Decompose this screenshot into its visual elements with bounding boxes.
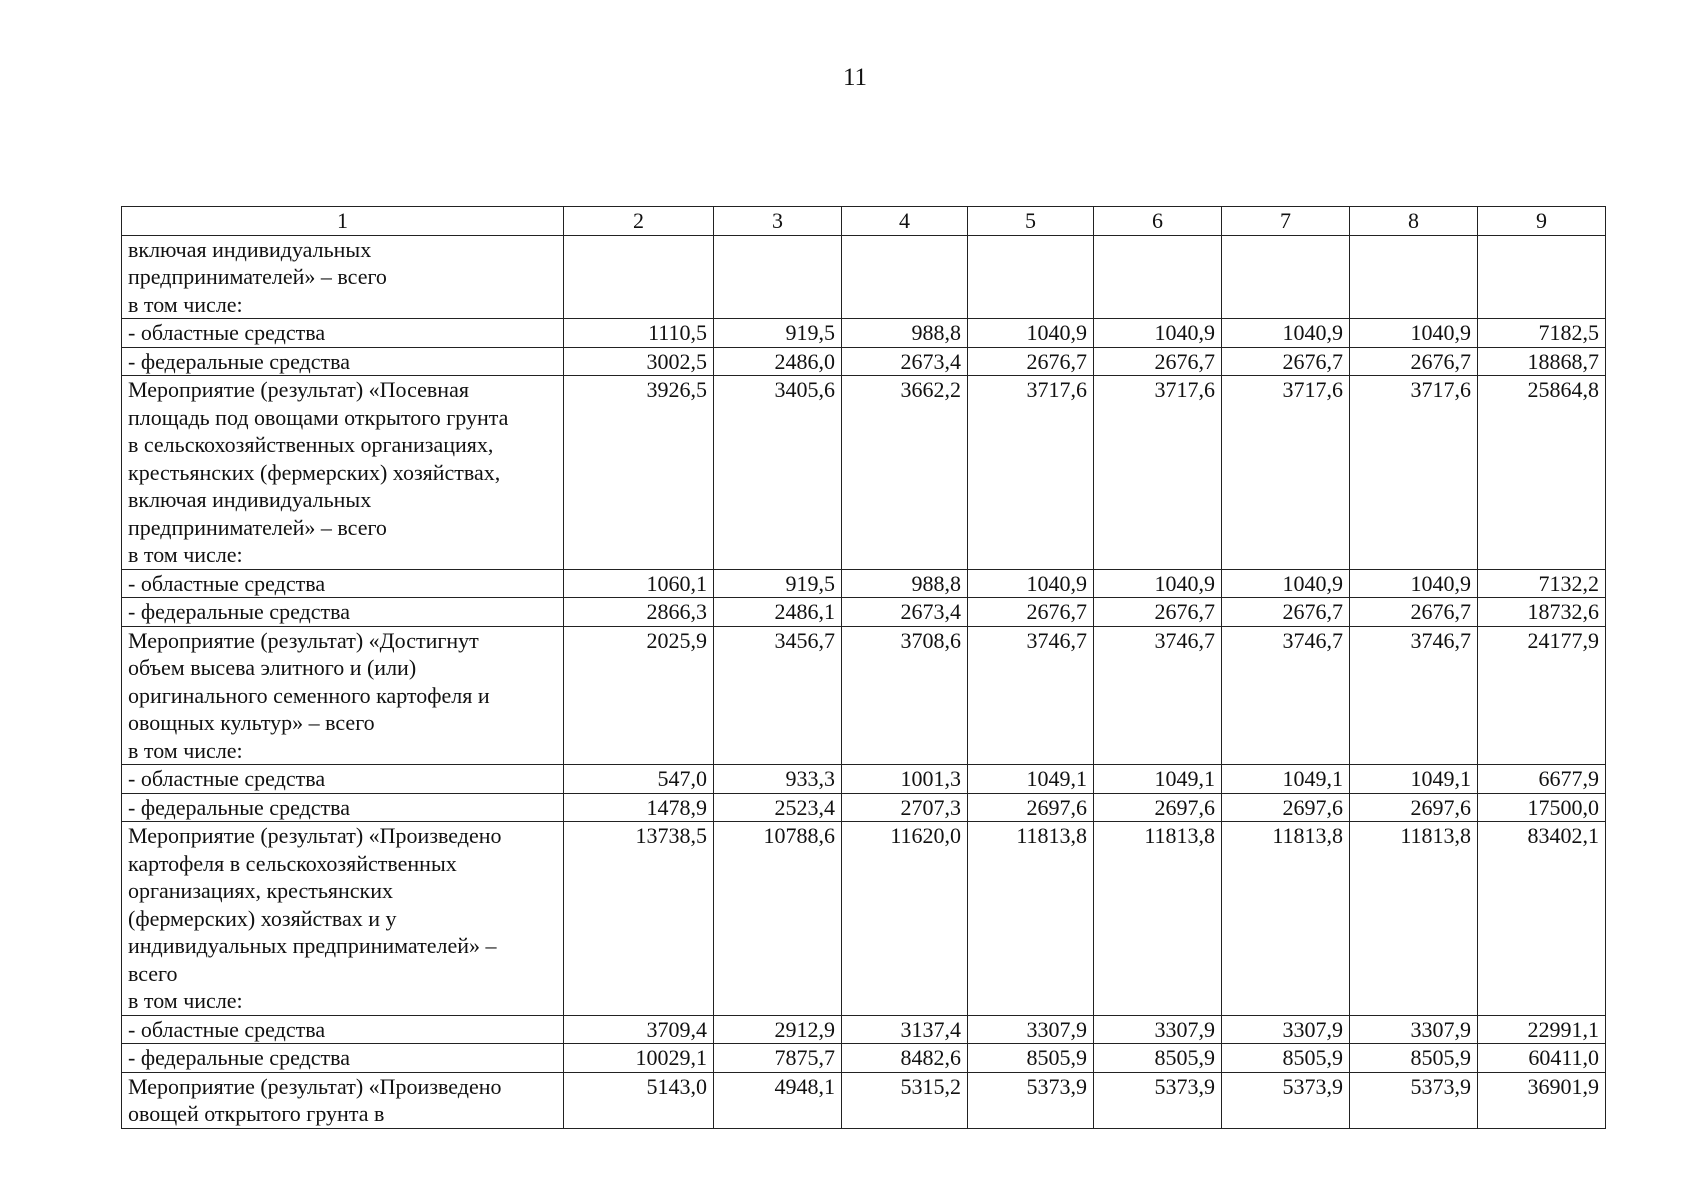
value-cell	[1478, 235, 1606, 319]
value-cell: 1040,9	[1222, 569, 1350, 598]
value-cell	[1222, 235, 1350, 319]
value-cell: 3137,4	[842, 1015, 968, 1044]
value-cell: 18732,6	[1478, 598, 1606, 627]
value-cell: 5143,0	[564, 1072, 714, 1128]
value-cell	[564, 235, 714, 319]
table-row	[122, 598, 1606, 627]
value-cell: 8505,9	[1222, 1044, 1350, 1073]
value-cell: 22991,1	[1478, 1015, 1606, 1044]
row-label: - федеральные средства	[122, 598, 564, 627]
value-cell: 1040,9	[968, 319, 1094, 348]
row-label: - областные средства	[122, 1015, 564, 1044]
table-row	[122, 626, 1606, 765]
value-cell: 1060,1	[564, 569, 714, 598]
value-cell: 3002,5	[564, 347, 714, 376]
value-cell: 3405,6	[714, 376, 842, 570]
column-header: 2	[564, 207, 714, 236]
table-row	[122, 793, 1606, 822]
value-cell: 83402,1	[1478, 822, 1606, 1016]
column-header: 8	[1350, 207, 1478, 236]
value-cell: 7132,2	[1478, 569, 1606, 598]
value-cell: 5315,2	[842, 1072, 968, 1128]
value-cell: 11813,8	[968, 822, 1094, 1016]
table-row	[122, 1044, 1606, 1073]
value-cell: 2697,6	[1094, 793, 1222, 822]
value-cell: 2697,6	[1350, 793, 1478, 822]
value-cell: 24177,9	[1478, 626, 1606, 765]
value-cell: 988,8	[842, 569, 968, 598]
value-cell: 3307,9	[1350, 1015, 1478, 1044]
value-cell: 919,5	[714, 319, 842, 348]
value-cell: 18868,7	[1478, 347, 1606, 376]
value-cell: 2697,6	[968, 793, 1094, 822]
value-cell: 2486,0	[714, 347, 842, 376]
table-row	[122, 347, 1606, 376]
value-cell: 2025,9	[564, 626, 714, 765]
value-cell: 5373,9	[968, 1072, 1094, 1128]
value-cell: 13738,5	[564, 822, 714, 1016]
value-cell: 3662,2	[842, 376, 968, 570]
column-header: 4	[842, 207, 968, 236]
table-header-row	[122, 207, 1606, 236]
value-cell: 1049,1	[968, 765, 1094, 794]
value-cell: 3307,9	[1222, 1015, 1350, 1044]
row-label: Мероприятие (результат) «Достигнут объем высева элитного и (или) оригинального семенного картофеля и овощных культур» – всего в том числе:	[122, 626, 564, 765]
value-cell	[1094, 235, 1222, 319]
column-header: 7	[1222, 207, 1350, 236]
value-cell	[968, 235, 1094, 319]
table-row	[122, 235, 1606, 319]
value-cell: 988,8	[842, 319, 968, 348]
value-cell: 3717,6	[1350, 376, 1478, 570]
value-cell: 8505,9	[1094, 1044, 1222, 1073]
value-cell: 2676,7	[1094, 598, 1222, 627]
column-header: 9	[1478, 207, 1606, 236]
table-row	[122, 319, 1606, 348]
row-label: Мероприятие (результат) «Произведено картофеля в сельскохозяйственных организациях, крестьянских (фермерских) хозяйствах и у индивидуальных предпринимателей» – всего в том числе:	[122, 822, 564, 1016]
value-cell: 10029,1	[564, 1044, 714, 1073]
row-label: - федеральные средства	[122, 1044, 564, 1073]
value-cell: 2676,7	[1350, 347, 1478, 376]
budget-table	[121, 206, 1606, 1129]
value-cell: 3746,7	[968, 626, 1094, 765]
value-cell: 3926,5	[564, 376, 714, 570]
value-cell: 3717,6	[968, 376, 1094, 570]
value-cell: 36901,9	[1478, 1072, 1606, 1128]
table-row	[122, 1072, 1606, 1128]
value-cell: 2866,3	[564, 598, 714, 627]
value-cell: 2697,6	[1222, 793, 1350, 822]
value-cell	[1350, 235, 1478, 319]
value-cell: 4948,1	[714, 1072, 842, 1128]
column-header: 5	[968, 207, 1094, 236]
row-label: Мероприятие (результат) «Произведено овощей открытого грунта в	[122, 1072, 564, 1128]
value-cell: 1001,3	[842, 765, 968, 794]
value-cell: 8482,6	[842, 1044, 968, 1073]
value-cell: 1049,1	[1222, 765, 1350, 794]
table-row	[122, 1015, 1606, 1044]
value-cell: 3717,6	[1222, 376, 1350, 570]
value-cell: 547,0	[564, 765, 714, 794]
value-cell: 3746,7	[1222, 626, 1350, 765]
row-label: - областные средства	[122, 569, 564, 598]
value-cell: 1040,9	[1094, 319, 1222, 348]
column-header: 6	[1094, 207, 1222, 236]
value-cell: 933,3	[714, 765, 842, 794]
row-label: - областные средства	[122, 319, 564, 348]
value-cell: 8505,9	[1350, 1044, 1478, 1073]
value-cell: 10788,6	[714, 822, 842, 1016]
value-cell: 2676,7	[1094, 347, 1222, 376]
value-cell: 3709,4	[564, 1015, 714, 1044]
row-label: Мероприятие (результат) «Посевная площадь под овощами открытого грунта в сельскохозяйственных организациях, крестьянских (фермерских) хозяйствах, включая индивидуальных предпринимателей» – всего в том числе:	[122, 376, 564, 570]
value-cell: 1049,1	[1350, 765, 1478, 794]
value-cell: 2912,9	[714, 1015, 842, 1044]
value-cell: 919,5	[714, 569, 842, 598]
table-row	[122, 569, 1606, 598]
value-cell	[714, 235, 842, 319]
value-cell: 2676,7	[1350, 598, 1478, 627]
value-cell: 2523,4	[714, 793, 842, 822]
value-cell: 8505,9	[968, 1044, 1094, 1073]
value-cell: 1040,9	[1350, 569, 1478, 598]
table-row	[122, 822, 1606, 1016]
table-row	[122, 765, 1606, 794]
value-cell: 2673,4	[842, 347, 968, 376]
value-cell: 1049,1	[1094, 765, 1222, 794]
value-cell: 11813,8	[1222, 822, 1350, 1016]
value-cell: 2676,7	[1222, 347, 1350, 376]
value-cell: 3456,7	[714, 626, 842, 765]
row-label: - областные средства	[122, 765, 564, 794]
value-cell	[842, 235, 968, 319]
value-cell: 7875,7	[714, 1044, 842, 1073]
value-cell: 2676,7	[968, 347, 1094, 376]
value-cell: 60411,0	[1478, 1044, 1606, 1073]
value-cell: 1110,5	[564, 319, 714, 348]
value-cell: 11813,8	[1094, 822, 1222, 1016]
value-cell: 2707,3	[842, 793, 968, 822]
value-cell: 5373,9	[1350, 1072, 1478, 1128]
value-cell: 3717,6	[1094, 376, 1222, 570]
page-number: 11	[842, 64, 868, 91]
value-cell: 17500,0	[1478, 793, 1606, 822]
value-cell: 25864,8	[1478, 376, 1606, 570]
value-cell: 3746,7	[1094, 626, 1222, 765]
value-cell: 3746,7	[1350, 626, 1478, 765]
value-cell: 2676,7	[1222, 598, 1350, 627]
table-row	[122, 376, 1606, 570]
value-cell: 3708,6	[842, 626, 968, 765]
value-cell: 1040,9	[1094, 569, 1222, 598]
value-cell: 1478,9	[564, 793, 714, 822]
value-cell: 2486,1	[714, 598, 842, 627]
value-cell: 3307,9	[968, 1015, 1094, 1044]
value-cell: 11813,8	[1350, 822, 1478, 1016]
value-cell: 2673,4	[842, 598, 968, 627]
column-header: 3	[714, 207, 842, 236]
value-cell: 3307,9	[1094, 1015, 1222, 1044]
row-label: - федеральные средства	[122, 347, 564, 376]
column-header: 1	[122, 207, 564, 236]
value-cell: 1040,9	[1350, 319, 1478, 348]
value-cell: 6677,9	[1478, 765, 1606, 794]
value-cell: 5373,9	[1094, 1072, 1222, 1128]
row-label: включая индивидуальных предпринимателей» – всего в том числе:	[122, 235, 564, 319]
value-cell: 2676,7	[968, 598, 1094, 627]
value-cell: 1040,9	[1222, 319, 1350, 348]
value-cell: 5373,9	[1222, 1072, 1350, 1128]
value-cell: 11620,0	[842, 822, 968, 1016]
value-cell: 7182,5	[1478, 319, 1606, 348]
value-cell: 1040,9	[968, 569, 1094, 598]
row-label: - федеральные средства	[122, 793, 564, 822]
